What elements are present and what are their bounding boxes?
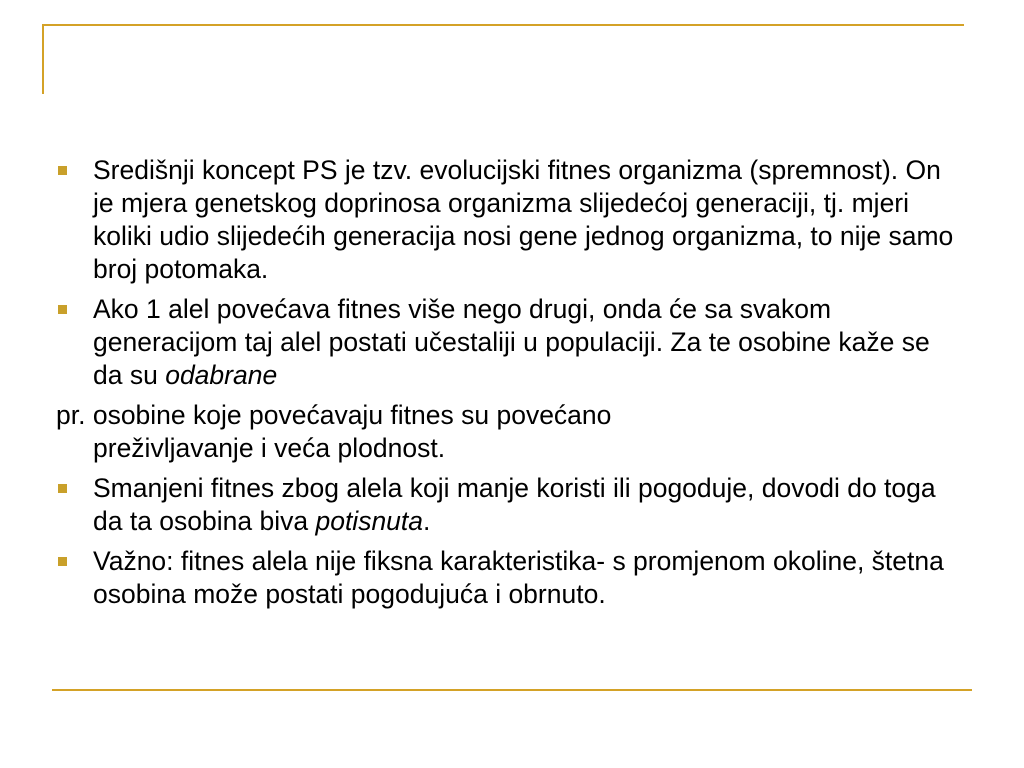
bullet-emphasis-3: potisnuta bbox=[315, 506, 424, 536]
example-text-continuation: preživljavanje i veća plodnost. bbox=[93, 433, 446, 463]
bullet-text-2: Ako 1 alel povećava fitnes više nego drugi, onda će sa svakom generacijom taj alel postati učestaliji u populaciji. Za te osobine kaže se da su bbox=[93, 294, 930, 390]
top-decorative-rule bbox=[42, 24, 964, 26]
example-text-first: pr. osobine koje povećavaju fitnes su povećano bbox=[56, 400, 612, 430]
bullet-item-1 bbox=[56, 154, 964, 286]
example-paragraph bbox=[56, 399, 964, 465]
bullet-emphasis-2: odabrane bbox=[165, 360, 278, 390]
square-bullet-icon bbox=[58, 484, 67, 493]
bullet-text-3-end: . bbox=[423, 506, 431, 536]
bullet-text-3: Smanjeni fitnes zbog alela koji manje koristi ili pogoduje, dovodi do toga da ta osobina biva bbox=[93, 473, 936, 536]
bottom-decorative-rule bbox=[52, 689, 972, 691]
slide-body bbox=[56, 154, 964, 618]
left-decorative-rule bbox=[42, 24, 44, 94]
bullet-item-2 bbox=[56, 293, 964, 392]
bullet-item-3 bbox=[56, 472, 964, 538]
bullet-item-4 bbox=[56, 545, 964, 611]
square-bullet-icon bbox=[58, 557, 67, 566]
square-bullet-icon bbox=[58, 305, 67, 314]
bullet-text-4: Važno: fitnes alela nije fiksna karakteristika- s promjenom okoline, štetna osobina može postati pogodujuća i obrnuto. bbox=[93, 546, 944, 609]
square-bullet-icon bbox=[58, 166, 67, 175]
bullet-text-1: Središnji koncept PS je tzv. evolucijski fitnes organizma (spremnost). On je mjera genetskog doprinosa organizma slijedećoj generaciji, tj. mjeri koliki udio slijedećih generacija nosi gene jednog organizma, to nije samo broj potomaka. bbox=[93, 155, 954, 284]
